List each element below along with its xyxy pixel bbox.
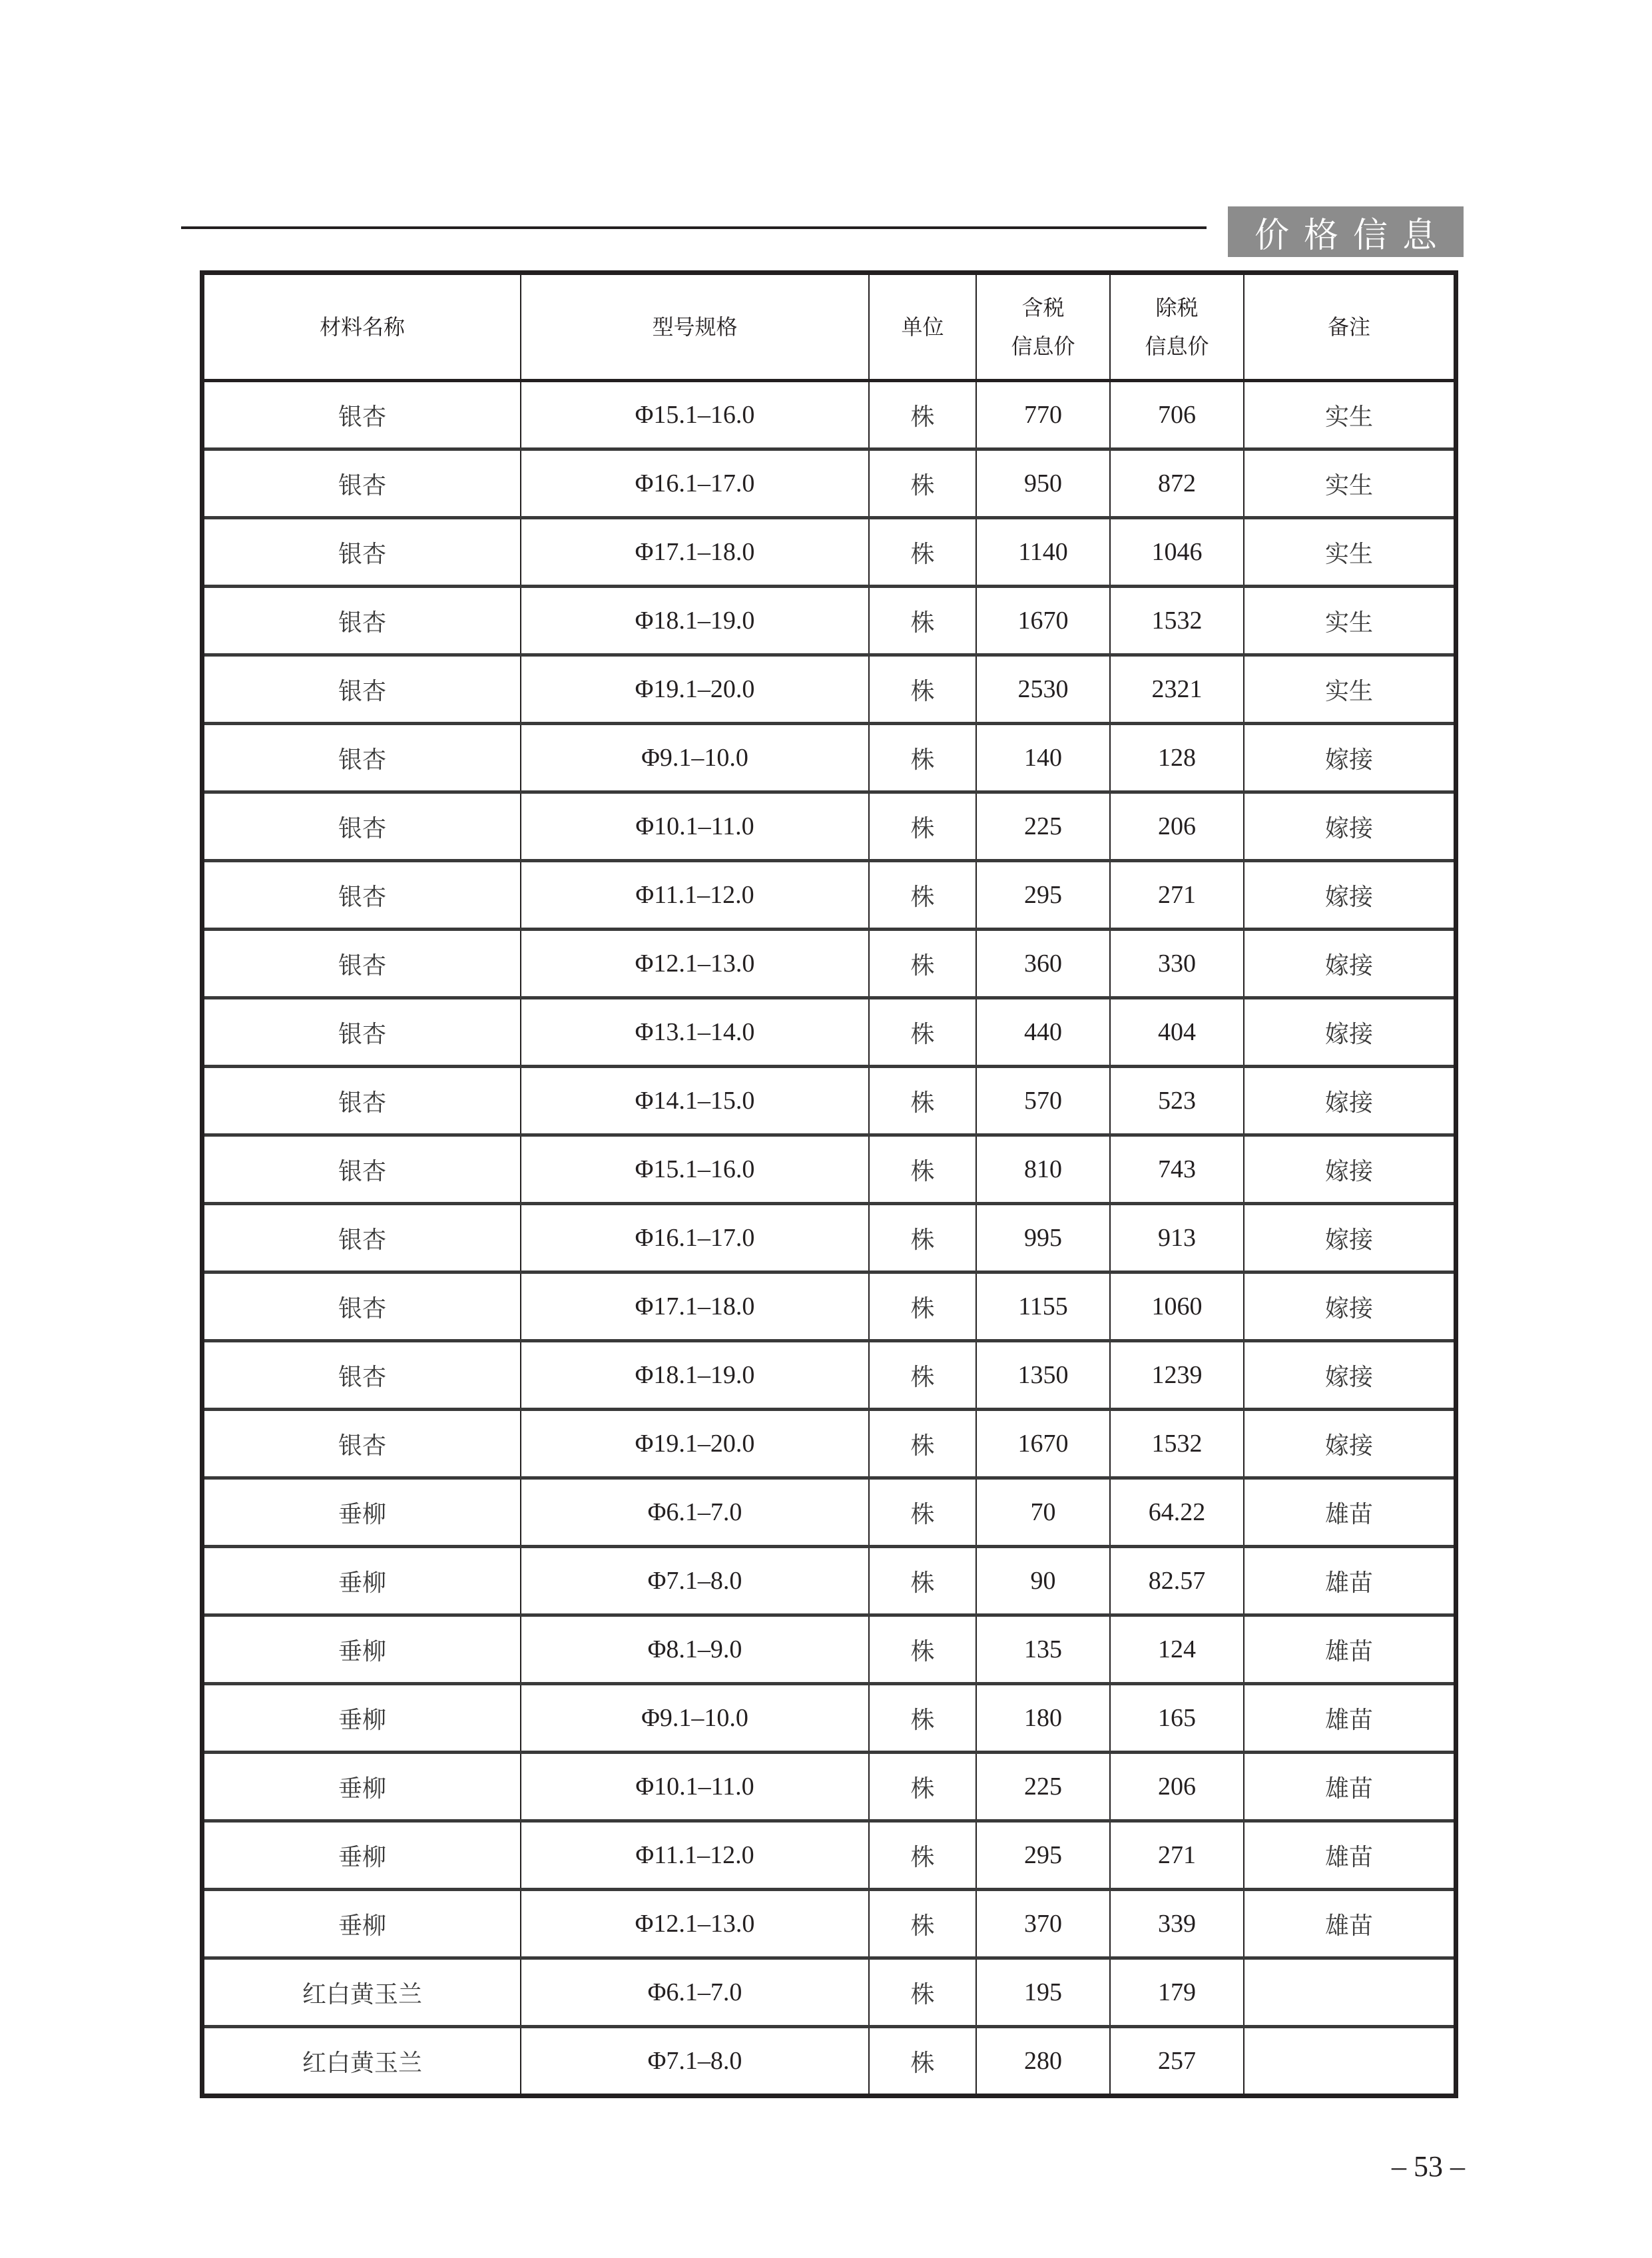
cell-note: 雄苗 bbox=[1244, 1821, 1454, 1890]
cell-material-name: 银杏 bbox=[204, 1341, 521, 1410]
cell-spec: Φ19.1–20.0 bbox=[521, 1410, 869, 1478]
cell-price-without-tax: 872 bbox=[1110, 449, 1244, 518]
cell-material-name: 银杏 bbox=[204, 449, 521, 518]
cell-price-with-tax: 440 bbox=[976, 998, 1110, 1067]
cell-material-name: 垂柳 bbox=[204, 1821, 521, 1890]
cell-note: 嫁接 bbox=[1244, 1204, 1454, 1272]
column-header-price-with-tax bbox=[976, 275, 1110, 381]
cell-price-without-tax: 257 bbox=[1110, 2027, 1244, 2094]
cell-price-without-tax: 1239 bbox=[1110, 1341, 1244, 1410]
column-header-price-without-tax bbox=[1110, 275, 1244, 381]
cell-note: 嫁接 bbox=[1244, 1410, 1454, 1478]
cell-price-with-tax: 1350 bbox=[976, 1341, 1110, 1410]
cell-note: 嫁接 bbox=[1244, 1272, 1454, 1341]
cell-unit: 株 bbox=[869, 792, 976, 861]
table-row bbox=[204, 1204, 1454, 1272]
cell-unit: 株 bbox=[869, 1821, 976, 1890]
cell-price-without-tax: 271 bbox=[1110, 861, 1244, 930]
cell-spec: Φ18.1–19.0 bbox=[521, 587, 869, 655]
cell-material-name: 银杏 bbox=[204, 655, 521, 724]
cell-price-with-tax: 2530 bbox=[976, 655, 1110, 724]
cell-note: 嫁接 bbox=[1244, 1135, 1454, 1204]
cell-unit: 株 bbox=[869, 1410, 976, 1478]
cell-price-without-tax: 1046 bbox=[1110, 518, 1244, 587]
cell-price-without-tax: 2321 bbox=[1110, 655, 1244, 724]
cell-unit: 株 bbox=[869, 930, 976, 998]
cell-spec: Φ9.1–10.0 bbox=[521, 1684, 869, 1753]
table-row bbox=[204, 1684, 1454, 1753]
cell-unit: 株 bbox=[869, 1204, 976, 1272]
cell-unit: 株 bbox=[869, 1067, 976, 1135]
table-row bbox=[204, 1341, 1454, 1410]
cell-note: 嫁接 bbox=[1244, 930, 1454, 998]
cell-price-with-tax: 280 bbox=[976, 2027, 1110, 2094]
header-rule bbox=[181, 226, 1207, 229]
cell-price-without-tax: 913 bbox=[1110, 1204, 1244, 1272]
cell-price-without-tax: 1532 bbox=[1110, 587, 1244, 655]
cell-price-with-tax: 1670 bbox=[976, 1410, 1110, 1478]
cell-price-with-tax: 90 bbox=[976, 1547, 1110, 1615]
cell-price-with-tax: 370 bbox=[976, 1890, 1110, 1958]
cell-note bbox=[1244, 1958, 1454, 2027]
cell-price-without-tax: 64.22 bbox=[1110, 1478, 1244, 1547]
cell-price-with-tax: 225 bbox=[976, 1753, 1110, 1821]
cell-unit: 株 bbox=[869, 1753, 976, 1821]
cell-price-without-tax: 179 bbox=[1110, 1958, 1244, 2027]
cell-spec: Φ9.1–10.0 bbox=[521, 724, 869, 792]
cell-material-name: 银杏 bbox=[204, 381, 521, 449]
cell-note: 实生 bbox=[1244, 518, 1454, 587]
cell-unit: 株 bbox=[869, 2027, 976, 2094]
cell-price-without-tax: 330 bbox=[1110, 930, 1244, 998]
table-row bbox=[204, 1478, 1454, 1547]
cell-note: 嫁接 bbox=[1244, 861, 1454, 930]
table-row bbox=[204, 2027, 1454, 2094]
cell-spec: Φ17.1–18.0 bbox=[521, 1272, 869, 1341]
header-text: 材料名称 bbox=[319, 314, 405, 340]
cell-spec: Φ16.1–17.0 bbox=[521, 1204, 869, 1272]
cell-price-without-tax: 206 bbox=[1110, 1753, 1244, 1821]
cell-price-with-tax: 295 bbox=[976, 1821, 1110, 1890]
table-row bbox=[204, 587, 1454, 655]
cell-unit: 株 bbox=[869, 381, 976, 449]
cell-price-without-tax: 82.57 bbox=[1110, 1547, 1244, 1615]
cell-spec: Φ10.1–11.0 bbox=[521, 1753, 869, 1821]
cell-note: 实生 bbox=[1244, 381, 1454, 449]
cell-material-name: 银杏 bbox=[204, 861, 521, 930]
cell-spec: Φ12.1–13.0 bbox=[521, 1890, 869, 1958]
cell-price-without-tax: 1060 bbox=[1110, 1272, 1244, 1341]
page-number: – 53 – bbox=[1392, 2150, 1465, 2183]
table-row bbox=[204, 1067, 1454, 1135]
cell-spec: Φ18.1–19.0 bbox=[521, 1341, 869, 1410]
cell-price-with-tax: 995 bbox=[976, 1204, 1110, 1272]
table-row bbox=[204, 1135, 1454, 1204]
cell-price-without-tax: 271 bbox=[1110, 1821, 1244, 1890]
table-row bbox=[204, 1821, 1454, 1890]
cell-price-with-tax: 295 bbox=[976, 861, 1110, 930]
table-row bbox=[204, 1410, 1454, 1478]
cell-note: 雄苗 bbox=[1244, 1615, 1454, 1684]
cell-price-without-tax: 706 bbox=[1110, 381, 1244, 449]
cell-material-name: 垂柳 bbox=[204, 1684, 521, 1753]
cell-price-with-tax: 70 bbox=[976, 1478, 1110, 1547]
cell-unit: 株 bbox=[869, 1890, 976, 1958]
cell-note bbox=[1244, 2027, 1454, 2094]
cell-spec: Φ15.1–16.0 bbox=[521, 381, 869, 449]
cell-material-name: 银杏 bbox=[204, 930, 521, 998]
header-text: 型号规格 bbox=[652, 314, 738, 340]
cell-spec: Φ7.1–8.0 bbox=[521, 1547, 869, 1615]
table-row bbox=[204, 381, 1454, 449]
cell-price-without-tax: 206 bbox=[1110, 792, 1244, 861]
cell-price-without-tax: 339 bbox=[1110, 1890, 1244, 1958]
cell-material-name: 银杏 bbox=[204, 792, 521, 861]
cell-material-name: 银杏 bbox=[204, 1204, 521, 1272]
cell-unit: 株 bbox=[869, 655, 976, 724]
column-header-unit bbox=[869, 275, 976, 381]
cell-unit: 株 bbox=[869, 1615, 976, 1684]
cell-unit: 株 bbox=[869, 449, 976, 518]
table-row bbox=[204, 861, 1454, 930]
cell-material-name: 银杏 bbox=[204, 518, 521, 587]
cell-price-without-tax: 124 bbox=[1110, 1615, 1244, 1684]
cell-unit: 株 bbox=[869, 1341, 976, 1410]
cell-unit: 株 bbox=[869, 1478, 976, 1547]
cell-unit: 株 bbox=[869, 861, 976, 930]
section-title: 价格信息 bbox=[1228, 206, 1464, 257]
cell-spec: Φ17.1–18.0 bbox=[521, 518, 869, 587]
cell-material-name: 垂柳 bbox=[204, 1615, 521, 1684]
column-header-note bbox=[1244, 275, 1454, 381]
table-row bbox=[204, 1272, 1454, 1341]
cell-material-name: 银杏 bbox=[204, 1410, 521, 1478]
cell-spec: Φ6.1–7.0 bbox=[521, 1958, 869, 2027]
cell-price-with-tax: 810 bbox=[976, 1135, 1110, 1204]
cell-note: 实生 bbox=[1244, 655, 1454, 724]
cell-material-name: 银杏 bbox=[204, 724, 521, 792]
cell-spec: Φ10.1–11.0 bbox=[521, 792, 869, 861]
table-row bbox=[204, 930, 1454, 998]
cell-price-with-tax: 770 bbox=[976, 381, 1110, 449]
cell-price-with-tax: 570 bbox=[976, 1067, 1110, 1135]
cell-note: 雄苗 bbox=[1244, 1684, 1454, 1753]
table-row bbox=[204, 724, 1454, 792]
table-header-row bbox=[204, 275, 1454, 381]
cell-material-name: 垂柳 bbox=[204, 1890, 521, 1958]
cell-price-without-tax: 743 bbox=[1110, 1135, 1244, 1204]
cell-price-with-tax: 1155 bbox=[976, 1272, 1110, 1341]
table-row bbox=[204, 1958, 1454, 2027]
cell-material-name: 银杏 bbox=[204, 1135, 521, 1204]
cell-note: 实生 bbox=[1244, 587, 1454, 655]
price-table bbox=[200, 270, 1458, 2098]
cell-note: 实生 bbox=[1244, 449, 1454, 518]
cell-price-without-tax: 523 bbox=[1110, 1067, 1244, 1135]
header-text: 除税 bbox=[1155, 295, 1199, 320]
cell-unit: 株 bbox=[869, 1547, 976, 1615]
cell-unit: 株 bbox=[869, 1958, 976, 2027]
cell-spec: Φ16.1–17.0 bbox=[521, 449, 869, 518]
cell-spec: Φ11.1–12.0 bbox=[521, 1821, 869, 1890]
cell-unit: 株 bbox=[869, 1684, 976, 1753]
table-row bbox=[204, 998, 1454, 1067]
cell-price-with-tax: 950 bbox=[976, 449, 1110, 518]
cell-spec: Φ8.1–9.0 bbox=[521, 1615, 869, 1684]
cell-material-name: 垂柳 bbox=[204, 1478, 521, 1547]
table-row bbox=[204, 1753, 1454, 1821]
cell-price-with-tax: 225 bbox=[976, 792, 1110, 861]
cell-note: 嫁接 bbox=[1244, 792, 1454, 861]
cell-spec: Φ14.1–15.0 bbox=[521, 1067, 869, 1135]
cell-price-with-tax: 180 bbox=[976, 1684, 1110, 1753]
cell-note: 嫁接 bbox=[1244, 724, 1454, 792]
header-text: 信息价 bbox=[1145, 334, 1209, 359]
cell-unit: 株 bbox=[869, 1272, 976, 1341]
cell-note: 嫁接 bbox=[1244, 998, 1454, 1067]
cell-spec: Φ15.1–16.0 bbox=[521, 1135, 869, 1204]
cell-material-name: 垂柳 bbox=[204, 1547, 521, 1615]
cell-unit: 株 bbox=[869, 518, 976, 587]
cell-spec: Φ19.1–20.0 bbox=[521, 655, 869, 724]
table-row bbox=[204, 655, 1454, 724]
cell-material-name: 银杏 bbox=[204, 998, 521, 1067]
cell-price-with-tax: 140 bbox=[976, 724, 1110, 792]
cell-unit: 株 bbox=[869, 1135, 976, 1204]
cell-price-without-tax: 404 bbox=[1110, 998, 1244, 1067]
cell-unit: 株 bbox=[869, 587, 976, 655]
cell-spec: Φ13.1–14.0 bbox=[521, 998, 869, 1067]
header-text: 含税 bbox=[1021, 295, 1065, 320]
table-row bbox=[204, 1890, 1454, 1958]
cell-note: 嫁接 bbox=[1244, 1067, 1454, 1135]
cell-unit: 株 bbox=[869, 998, 976, 1067]
header-text: 单位 bbox=[901, 314, 944, 340]
column-header-spec bbox=[521, 275, 869, 381]
cell-material-name: 银杏 bbox=[204, 587, 521, 655]
cell-price-without-tax: 1532 bbox=[1110, 1410, 1244, 1478]
cell-material-name: 红白黄玉兰 bbox=[204, 2027, 521, 2094]
cell-spec: Φ12.1–13.0 bbox=[521, 930, 869, 998]
cell-material-name: 银杏 bbox=[204, 1272, 521, 1341]
cell-material-name: 红白黄玉兰 bbox=[204, 1958, 521, 2027]
header-text: 备注 bbox=[1327, 314, 1370, 340]
table-row bbox=[204, 1615, 1454, 1684]
cell-spec: Φ6.1–7.0 bbox=[521, 1478, 869, 1547]
cell-note: 雄苗 bbox=[1244, 1547, 1454, 1615]
table-row bbox=[204, 1547, 1454, 1615]
cell-price-with-tax: 1670 bbox=[976, 587, 1110, 655]
cell-spec: Φ11.1–12.0 bbox=[521, 861, 869, 930]
cell-spec: Φ7.1–8.0 bbox=[521, 2027, 869, 2094]
cell-material-name: 垂柳 bbox=[204, 1753, 521, 1821]
cell-note: 嫁接 bbox=[1244, 1341, 1454, 1410]
cell-note: 雄苗 bbox=[1244, 1478, 1454, 1547]
cell-price-with-tax: 1140 bbox=[976, 518, 1110, 587]
cell-price-with-tax: 135 bbox=[976, 1615, 1110, 1684]
cell-price-without-tax: 165 bbox=[1110, 1684, 1244, 1753]
table-row bbox=[204, 449, 1454, 518]
table-row bbox=[204, 792, 1454, 861]
cell-material-name: 银杏 bbox=[204, 1067, 521, 1135]
table-row bbox=[204, 518, 1454, 587]
header-text: 信息价 bbox=[1011, 334, 1075, 359]
cell-note: 雄苗 bbox=[1244, 1890, 1454, 1958]
cell-price-with-tax: 195 bbox=[976, 1958, 1110, 2027]
cell-note: 雄苗 bbox=[1244, 1753, 1454, 1821]
cell-unit: 株 bbox=[869, 724, 976, 792]
cell-price-with-tax: 360 bbox=[976, 930, 1110, 998]
column-header-name bbox=[204, 275, 521, 381]
cell-price-without-tax: 128 bbox=[1110, 724, 1244, 792]
